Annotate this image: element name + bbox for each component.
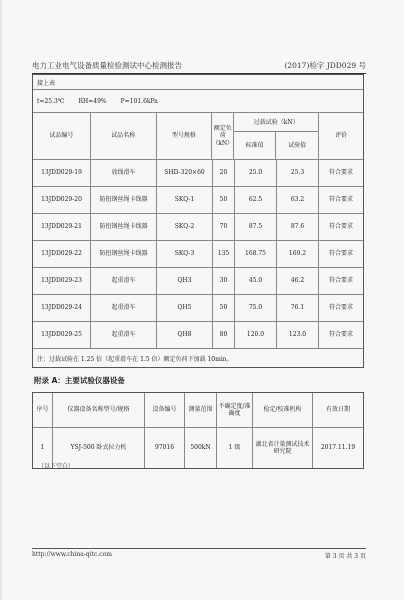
pressure: P=101.6kPa <box>120 97 158 105</box>
cell-eval: 符合要求 <box>328 169 353 177</box>
cell-seq: 1 <box>33 428 53 468</box>
table-note: 注：过载试验在 1.25 倍（起重滑车在 1.5 倍）额定负荷下加载 10min。 <box>37 355 233 363</box>
cell-test: 25.3 <box>277 160 319 186</box>
header-range: 测量范围 <box>185 393 217 427</box>
temperature: t=25.3℃ <box>37 97 65 105</box>
appendix-title: 附录 A：主要试验仪器设备 <box>34 376 125 385</box>
header-seq: 序号 <box>33 393 53 427</box>
cell-rated: 30 <box>213 268 235 294</box>
cell-test: 169.2 <box>277 241 319 267</box>
cell-sample-name: 起重滑车 <box>91 295 157 321</box>
cell-eval: 符合要求 <box>328 331 353 339</box>
scan-edge <box>0 0 3 600</box>
equipment-header <box>33 393 363 428</box>
cell-test: 46.2 <box>277 268 319 294</box>
cell-eval: 符合要求 <box>328 223 353 231</box>
header-overload-group <box>234 113 319 159</box>
cell-sample-no: 13JDD029-23 <box>33 268 91 294</box>
cell-sample-no: 13JDD029-20 <box>33 187 91 213</box>
cell-rated: 50 <box>213 295 235 321</box>
header-sample-name: 试品名称 <box>91 113 157 159</box>
humidity: RH=49% <box>78 97 107 105</box>
cell-standard: 168.75 <box>235 241 277 267</box>
cell-standard: 25.0 <box>235 160 277 186</box>
table-row <box>33 322 363 349</box>
page-footer <box>32 548 366 560</box>
page-header <box>32 60 366 74</box>
cell-model: QH3 <box>157 268 213 294</box>
table-row <box>33 268 363 295</box>
cell-test: 87.6 <box>277 214 319 240</box>
cell-sample-name: 起重滑车 <box>91 322 157 348</box>
cell-uncertainty: 1 级 <box>217 428 253 468</box>
report-title: 电力工业电气设备质量检验测试中心检测报告 <box>32 61 182 70</box>
header-evaluation: 评价 <box>335 132 348 140</box>
page-number: 第 3 页 共 3 页 <box>324 553 366 560</box>
header-test-value: 试验值 <box>288 141 307 149</box>
table-row <box>33 428 363 468</box>
cell-sample-name: 防扭钢丝绳卡线器 <box>91 214 157 240</box>
cell-sample-no: 13JDD029-19 <box>33 160 91 186</box>
cell-test: 123.0 <box>277 322 319 348</box>
cell-model: QH8 <box>157 322 213 348</box>
cell-sample-name: 起重滑车 <box>91 268 157 294</box>
table-row <box>33 241 363 268</box>
note-row <box>33 349 363 367</box>
footer-url: http://www.china-qitc.com <box>32 551 112 558</box>
cell-standard: 120.0 <box>235 322 277 348</box>
cell-sample-name: 放线滑车 <box>91 160 157 186</box>
equipment-table <box>32 392 364 469</box>
cell-eval: 符合要求 <box>328 196 353 204</box>
table-row <box>33 160 363 187</box>
table-row <box>33 295 363 322</box>
cell-model: QH5 <box>157 295 213 321</box>
table-header <box>33 113 363 160</box>
cell-sample-no: 13JDD029-24 <box>33 295 91 321</box>
conditions-row <box>33 90 363 113</box>
header-standard-value: 标准值 <box>234 132 276 159</box>
header-device-no: 设备编号 <box>145 393 185 427</box>
cell-rated: 70 <box>213 214 235 240</box>
cell-rated: 135 <box>213 241 235 267</box>
cell-device-no: 97016 <box>145 428 185 468</box>
header-device-name: 仪器设备名称型号/规格 <box>53 393 145 427</box>
header-rated-load: 额定负荷（kN） <box>212 113 234 159</box>
cell-test: 63.2 <box>277 187 319 213</box>
cell-calibration-org: 湖北省计量测试技术研究院 <box>253 428 313 468</box>
cell-valid-date: 2017.11.19 <box>320 444 356 452</box>
cell-rated: 80 <box>213 322 235 348</box>
cell-test: 76.1 <box>277 295 319 321</box>
header-uncertainty: 不确定度/准确度 <box>217 393 253 427</box>
cell-device-name: YSJ-500 卧式拉力机 <box>53 428 145 468</box>
cell-sample-no: 13JDD029-22 <box>33 241 91 267</box>
blank-note: （以下空白） <box>38 463 75 470</box>
cell-eval: 符合要求 <box>328 304 353 312</box>
continued-row <box>33 75 363 90</box>
cell-model: SHD-320×60 <box>157 160 213 186</box>
cell-eval: 符合要求 <box>328 250 353 258</box>
cell-range: 500kN <box>185 428 217 468</box>
cell-model: SKQ-3 <box>157 241 213 267</box>
cell-sample-name: 防扭钢丝绳卡线器 <box>91 187 157 213</box>
cell-standard: 45.0 <box>235 268 277 294</box>
cell-sample-name: 防扭钢丝绳卡线器 <box>91 241 157 267</box>
cell-sample-no: 13JDD029-25 <box>33 322 91 348</box>
cell-eval: 符合要求 <box>328 277 353 285</box>
cell-standard: 75.0 <box>235 295 277 321</box>
continued-label: 接上表 <box>37 79 56 87</box>
test-results-table <box>32 74 364 368</box>
report-number: (2017)检字 JDD029 号 <box>284 61 366 70</box>
cell-model: SKQ-1 <box>157 187 213 213</box>
cell-model: SKQ-2 <box>157 214 213 240</box>
header-sample-no: 试品编号 <box>33 113 91 159</box>
cell-standard: 87.5 <box>235 214 277 240</box>
header-overload-test: 过载试验（kN） <box>234 113 318 132</box>
cell-standard: 62.5 <box>235 187 277 213</box>
cell-rated: 50 <box>213 187 235 213</box>
cell-sample-no: 13JDD029-21 <box>33 214 91 240</box>
table-row <box>33 214 363 241</box>
cell-rated: 20 <box>213 160 235 186</box>
header-calibration-org: 检定/校准机构 <box>253 393 313 427</box>
header-valid-date: 有效日期 <box>325 406 350 414</box>
header-model: 型号规格 <box>157 113 213 159</box>
table-row <box>33 187 363 214</box>
